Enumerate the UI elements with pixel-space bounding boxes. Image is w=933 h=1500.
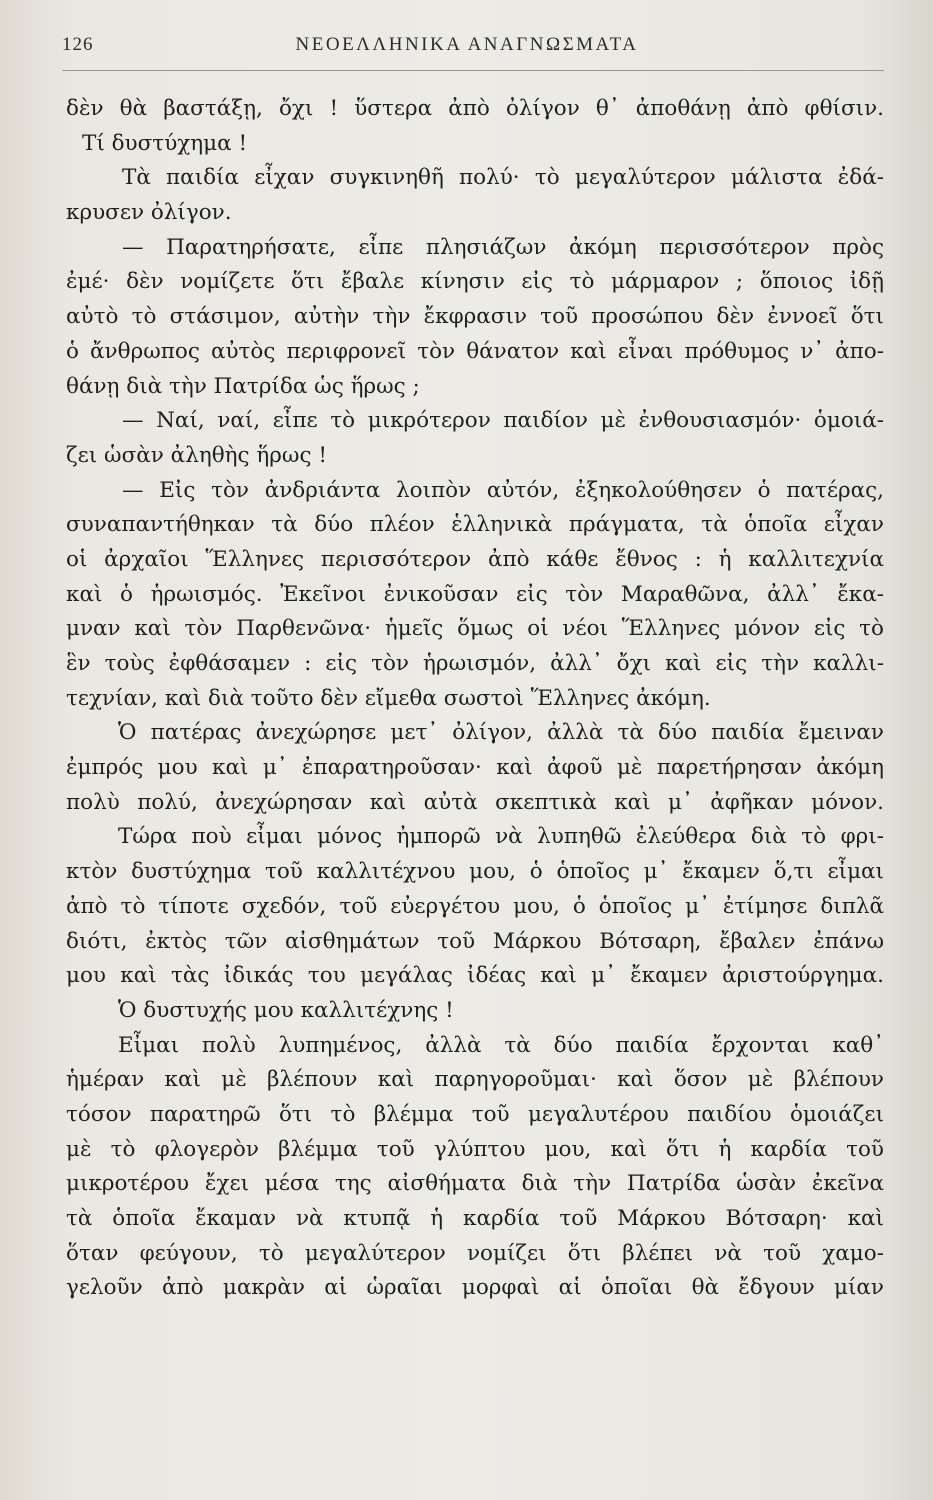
text-line: Τὰ παιδία εἶχαν συγκινηθῆ πολύ· τὸ μεγαλύτερον μάλιστα ἐδά- bbox=[122, 165, 884, 191]
text-line: τόσον παρατηρῶ ὅτι τὸ βλέμμα τοῦ μεγαλυτέρου παιδίου ὁμοιάζει bbox=[66, 1101, 884, 1127]
text-line: ζει ὡσὰν ἀληθὴς ἥρως ! bbox=[66, 442, 327, 468]
text-line: Ὁ πατέρας ἀνεχώρησε μετ᾿ ὀλίγον, ἀλλὰ τὰ δύο παιδία ἔμειναν bbox=[118, 720, 884, 746]
text-line: θάνῃ διὰ τὴν Πατρίδα ὡς ἥρως ; bbox=[66, 373, 420, 399]
text-line: μου καὶ τὰς ἰδικάς του μεγάλας ἰδέας καὶ μ᾿ ἔκαμεν ἀριστούργημα. bbox=[66, 963, 884, 989]
text-line: ὅταν φεύγουν, τὸ μεγαλύτερον νομίζει ὅτι βλέπει νὰ τοῦ χαμο- bbox=[66, 1240, 884, 1266]
text-line: κτὸν δυστύχημα τοῦ καλλιτέχνου μου, ὁ ὁποῖος μ᾿ ἔκαμεν ὅ,τι εἶμαι bbox=[66, 859, 884, 885]
text-line: τὰ ὁποῖα ἔκαμαν νὰ κτυπᾷ ἡ καρδία τοῦ Μάρκου Βότσαρη· καὶ bbox=[66, 1206, 884, 1231]
text-line: Ὁ δυστυχής μου καλλιτέχνης ! bbox=[118, 997, 454, 1023]
text-line: μικροτέρου ἔχει μέσα της αἰσθήματα διὰ τὴν Πατρίδα ὡσὰν ἐκεῖνα bbox=[66, 1171, 884, 1197]
text-line: — Ναί, ναί, εἶπε τὸ μικρότερον παιδίον μὲ ἐνθουσιασμόν· ὁμοιά- bbox=[122, 408, 884, 434]
text-line: — Παρατηρήσατε, εἶπε πλησιάζων ἀκόμη περισσότερον πρὸς bbox=[122, 234, 884, 260]
page-header bbox=[62, 32, 872, 66]
page-number: 126 bbox=[62, 34, 94, 55]
text-line: Τί δυστύχημα ! bbox=[82, 130, 248, 156]
body-text bbox=[66, 92, 884, 1306]
text-line: τεχνίαν, καὶ διὰ τοῦτο δὲν εἴμεθα σωστοὶ Ἕλληνες ἀκόμη. bbox=[66, 685, 711, 711]
text-line: ἡμέραν καὶ μὲ βλέπουν καὶ παρηγοροῦμαι· καὶ ὅσον μὲ βλέπουν bbox=[66, 1067, 884, 1093]
text-line: Εἶμαι πολὺ λυπημένος, ἀλλὰ τὰ δύο παιδία ἔρχονται καθ᾿ bbox=[118, 1032, 884, 1058]
text-line: Τώρα ποὺ εἶμαι μόνος ἠμπορῶ νὰ λυπηθῶ ἐλεύθερα διὰ τὸ φρι- bbox=[118, 824, 884, 850]
text-line: συναπαντήθηκαν τὰ δύο πλέον ἑλληνικὰ πράγματα, τὰ ὁποῖα εἶχαν bbox=[66, 512, 884, 538]
text-line: οἱ ἀρχαῖοι Ἕλληνες περισσότερον ἀπὸ κάθε ἔθνος : ἡ καλλιτεχνία bbox=[66, 546, 884, 572]
text-line: ἀπὸ τὸ τίποτε σχεδόν, τοῦ εὐεργέτου μου, ὁ ὁποῖος μ᾿ ἐτίμησε διπλᾶ bbox=[66, 893, 884, 919]
text-line: γελοῦν ἀπὸ μακρὰν αἱ ὡραῖαι μορφαὶ αἱ ὁποῖαι θὰ ἔδγουν μίαν bbox=[66, 1275, 884, 1301]
running-head: ΝΕΟΕΛΛΗΝΙΚΑ ΑΝΑΓΝΩΣΜΑΤΑ bbox=[295, 34, 639, 55]
text-line: μὲ τὸ φλογερὸν βλέμμα τοῦ γλύπτου μου, καὶ ὅτι ἡ καρδία τοῦ bbox=[66, 1136, 884, 1162]
text-line: ἐμπρός μου καὶ μ᾿ ἐπαρατηροῦσαν· καὶ ἀφοῦ μὲ παρετήρησαν ἀκόμη bbox=[66, 755, 884, 781]
text-line: δὲν θὰ βαστάξῃ, ὄχι ! ὕστερα ἀπὸ ὀλίγον θ᾿ ἀποθάνῃ ἀπὸ φθίσιν. bbox=[66, 96, 884, 121]
text-line: ἐμέ· δὲν νομίζετε ὅτι ἔβαλε κίνησιν εἰς τὸ μάρμαρον ; ὅποιος ἰδῇ bbox=[66, 269, 884, 295]
text-line: μναν καὶ τὸν Παρθενῶνα· ἡμεῖς ὅμως οἱ νέοι Ἕλληνες μόνον εἰς τὸ bbox=[66, 616, 884, 642]
text-line: ὁ ἄνθρωπος αὐτὸς περιφρονεῖ τὸν θάνατον καὶ εἶναι πρόθυμος ν᾿ ἀπο- bbox=[66, 338, 884, 364]
text-line: — Εἰς τὸν ἀνδριάντα λοιπὸν αὐτόν, ἐξηκολούθησεν ὁ πατέρας, bbox=[122, 477, 884, 503]
header-rule bbox=[62, 70, 884, 71]
text-line: πολὺ πολύ, ἀνεχώρησαν καὶ αὐτὰ σκεπτικὰ καὶ μ᾿ ἀφῆκαν μόνον. bbox=[66, 789, 884, 815]
text-line: αὐτὸ τὸ στάσιμον, αὐτὴν τὴν ἔκφρασιν τοῦ προσώπου δὲν ἐννοεῖ ὅτι bbox=[66, 304, 884, 330]
text-line: κρυσεν ὀλίγον. bbox=[66, 200, 232, 226]
text-line: ἓν τοὺς ἐφθάσαμεν : εἰς τὸν ἡρωισμόν, ἀλλ᾿ ὄχι καὶ εἰς τὴν καλλι- bbox=[66, 651, 884, 676]
text-line: καὶ ὁ ἡρωισμός. Ἐκεῖνοι ἐνικοῦσαν εἰς τὸν Μαραθῶνα, ἀλλ᾿ ἔκα- bbox=[66, 581, 884, 607]
text-line: διότι, ἐκτὸς τῶν αἰσθημάτων τοῦ Μάρκου Βότσαρη, ἔβαλεν ἐπάνω bbox=[66, 928, 884, 954]
